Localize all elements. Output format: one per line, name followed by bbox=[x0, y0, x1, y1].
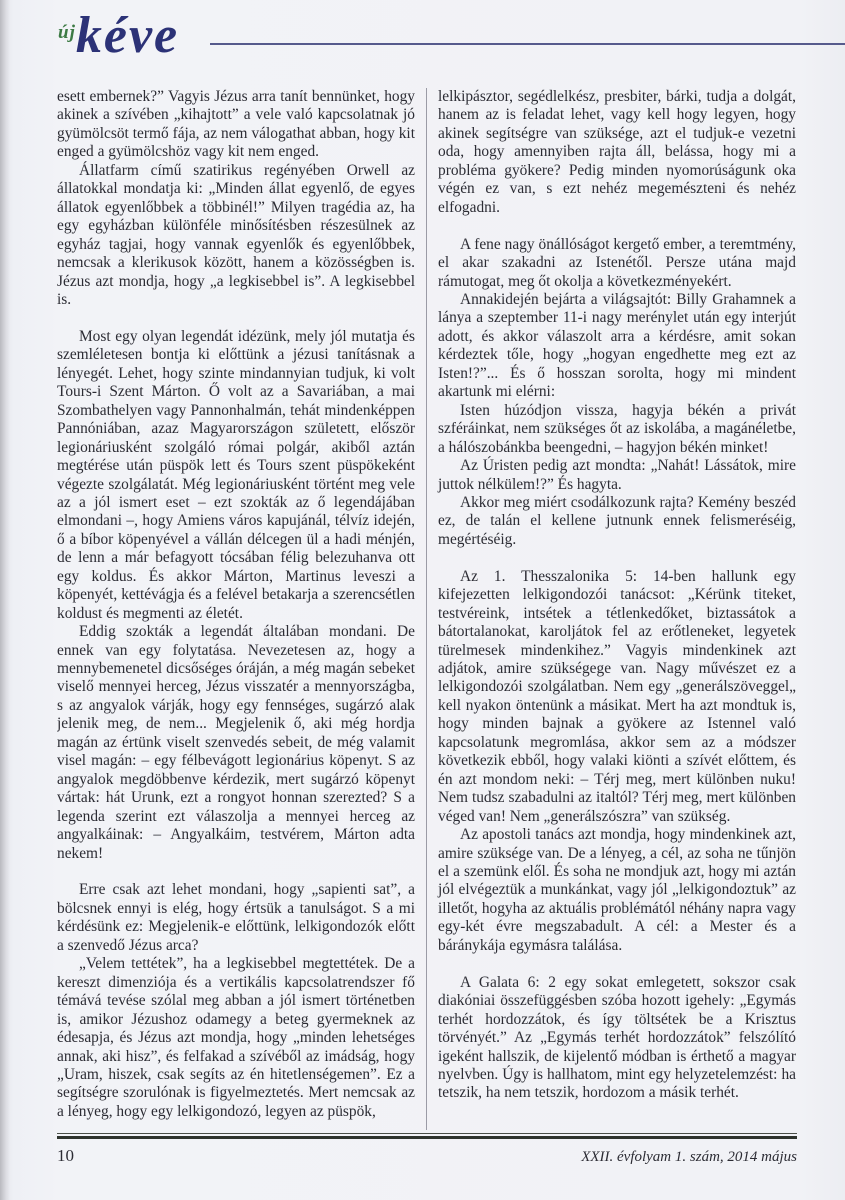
paragraph: Akkor meg miért csodálkozunk rajta? Kemény beszéd ez, de talán el kellene jutnunk ennek felismeréséig, megértéséig. bbox=[438, 493, 796, 548]
paragraph: A Galata 6: 2 egy sokat emlegetett, sokszor csak diakóniai összefüggésben szóba hozott igehely: „Egymás terhét hordozzátok, és így töltsétek be a Krisztus törvényét.” Az „Egymás terhét hordozzátok” felszólító igeként hallszik, de kijelentő módban is érthető a magyar nyelvben. Úgy is hallhatom, mint egy helyzetelemzést: ha tetszik, ha nem tetszik, hordozom a másik terhét. bbox=[438, 973, 796, 1102]
paragraph: Az Úristen pedig azt mondta: „Nahát! Lássátok, mire juttok nélkülem!?” És hagyta. bbox=[438, 457, 796, 493]
paragraph: Az apostoli tanács azt mondja, hogy mindenkinek azt, amire szüksége van. De a lényeg, a cél, az soha ne tűnjön el a szemünk elől. És soha ne mondjuk azt, hogy mi aztán jól elvégeztük a munkánkat, vagy jól „lelkigondoztuk” az illetőt, hogyha az aktuális problémától néhány napra vagy egy-két évre megszabadult. A cél: a Mester és a báránykája egymásra találása. bbox=[438, 826, 796, 954]
paragraph: A fene nagy önállóságot kergető ember, a teremtmény, el akar szakadni az Istenétől. Persze utána majd rámutogat, meg őt okolja a következményekért. bbox=[438, 235, 796, 290]
masthead-prefix: új bbox=[58, 22, 76, 43]
masthead-title: kéve bbox=[75, 7, 180, 64]
article-body bbox=[57, 88, 796, 1130]
paragraph: lelkipásztor, segédlelkész, presbiter, bárki, tudja a dolgát, hanem az is feladat lehet, vagy kell hogy legyen, hogy akinek segítségre van szüksége, azt el tudjuk-e vezetni oda, hogy amennyiben rajta áll, belássa, hogy mi a probléma gyökere? Pedig minden nyomorúságunk oka végén ez van, s ezt nehéz megemészteni és nehéz elfogadni. bbox=[438, 88, 796, 216]
paragraph: Állatfarm című szatirikus regényében Orwell az állatokkal mondatja ki: „Minden állat egyenlő, de egyes állatok egyenlőbbek a többinél!” Milyen tragédia az, ha egy egyházban különféle minősítésben részesülnek az egyház tagjai, hogy vannak egyenlők és egyenlőbbek, nemcsak a klerikusok között, hanem a közösségben is. Jézus azt mondja, hogy „a legkisebbel is”. A legkisebbel is. bbox=[57, 161, 415, 308]
page-number: 10 bbox=[57, 1146, 74, 1165]
issue-info: XXII. évfolyam 1. szám, 2014 május bbox=[581, 1149, 797, 1165]
paragraph: Isten húzódjon vissza, hagyja békén a privát szféráinkat, nem szükséges őt az iskolába, a magánéletbe, a hálószobánkba beengedni, – hagyjon békén minket! bbox=[438, 401, 796, 456]
masthead bbox=[58, 6, 179, 76]
footer-rule bbox=[57, 1133, 797, 1139]
paragraph: „Velem tettétek”, ha a legkisebbel megtettétek. De a kereszt dimenziója és a vertikális kapcsolatrendszer fő témává tevése szólal meg abban a jól ismert történetben is, amikor Jézushoz odamegy a beteg gyermeknek az édesapja, és Jézus azt mondja, hogy „minden lehetséges annak, aki hisz”, és felfakad a szívéből az imádság, hogy „Uram, hiszek, csak segíts az én hitetlenségemen”. Ez a segítségre szorulónak is figyelmeztetés. Mert nemcsak az a lényeg, hogy egy lelkigondozó, legyen az püspök, bbox=[57, 955, 415, 1120]
footer-rule-thick-line bbox=[57, 1136, 797, 1139]
column-divider-rule bbox=[426, 88, 427, 1130]
paragraph: Annakidején bejárta a világsajtót: Billy Grahamnek a lánya a szeptember 11-i nagy merénylet után egy interjút adott, és akkor válaszolt arra a kérdésre, amit sokan kérdeztek tőle, hogy „hogyan engedhette meg ezt az Isten!?”... És ő hosszan sorolta, hogy mi mindent akartunk mi elérni: bbox=[438, 290, 796, 401]
masthead-rule bbox=[210, 43, 845, 45]
scan-edge-shadow bbox=[0, 0, 10, 1200]
paragraph: esett embernek?” Vagyis Jézus arra tanít bennünket, hogy akinek a szívében „kihajtott” a vele való kapcsolatnak jó gyümölcsöt termő fája, az nem válogathat abban, hogy kit enged a gyümölcshöz vagy kit nem enged. bbox=[57, 88, 415, 161]
footer bbox=[57, 1146, 797, 1166]
paragraph: Erre csak azt lehet mondani, hogy „sapienti sat”, a bölcsnek ennyi is elég, hogy értsük a tanulságot. S a mi kérdésünk ez: Megjelenik-e előttünk, lelkigondozók előtt a szenvedő Jézus arca? bbox=[57, 881, 415, 954]
right-column bbox=[438, 88, 796, 1130]
paragraph: Eddig szokták a legendát általában mondani. De ennek van egy folytatása. Nevezetesen az, hogy a mennybemenetel dicsőséges óráján, a még magán sebeket viselő mennyei herceg, Jézus visszatér a mennyországba, s az angyalok várják, hogy egy fennséges, sugárzó alak jelenik meg, de nem... Megjelenik ő, aki még hordja magán az értünk viselt szenvedés sebeit, de még valamit visel magán: – egy félbevágott legionárius köpenyt. S az angyalok megdöbbenve kérdezik, mert sugárzó köpenyt vártak: hát Urunk, ezt a rongyot honnan szerezted? S a legenda szerint ezt válaszolja a mennyei herceg az angyalkáinak: – Angyalkáim, testvérem, Márton adta nekem! bbox=[57, 623, 415, 862]
paragraph: Az 1. Thesszalonika 5: 14-ben hallunk egy kifejezetten lelkigondozói tanácsot: „Kérünk titeket, testvéreink, intsétek a tétlenkedőket, biztassátok a bátortalanokat, karoljátok fel az erőtleneket, legyetek türelmesek mindenkihez.” Vagyis mindenkinek azt adjátok, amire szükségege van. Nagy művészet ez a lelkigondozói szolgálatban. Nem egy „generálszöveggel„ kell nyakon öntenünk a másikat. Mert ha azt mondtuk is, hogy minden bajnak a gyökere az Istennel való kapcsolatunk megromlása, akkor sem az a módszer következik ebből, hogy valaki kiönti a szívét előttem, és én azt mondom neki: – Térj meg, mert különben nuku! Nem tudsz szabadulni az italtól? Térj meg, mert különben véged van! Nem „generálszószra” van szükség. bbox=[438, 567, 796, 825]
paragraph: Most egy olyan legendát idézünk, mely jól mutatja és szemléletesen bontja ki előttünk a jézusi tanításnak a lényegét. Lehet, hogy szinte mindannyian tudjuk, ki volt Tours-i Szent Márton. Ő volt az a Savariában, a mai Szombathelyen vagy Pannonhalmán, tehát mindenképpen Pannóniában, azaz Magyarországon született, először legionáriusként szolgáló római polgár, akiből aztán megtérése után püspök lett és Tours szent püspökeként végezte szolgálatát. Még legionáriusként történt meg vele az a jól ismert eset – ezt szokták az ő legendájában elmondani –, hogy Amiens város kapujánál, télvíz idején, ő a bíbor köpenyével a vállán délcegen ül a hadi ménjén, de lenn a már befagyott tócsában félig belezuhanva ott egy koldus. És akkor Márton, Martinus leveszi a köpenyét, kettévágja és a felével betakarja a szerencsétlen koldust és megmenti az életét. bbox=[57, 327, 415, 622]
left-column bbox=[57, 88, 415, 1130]
